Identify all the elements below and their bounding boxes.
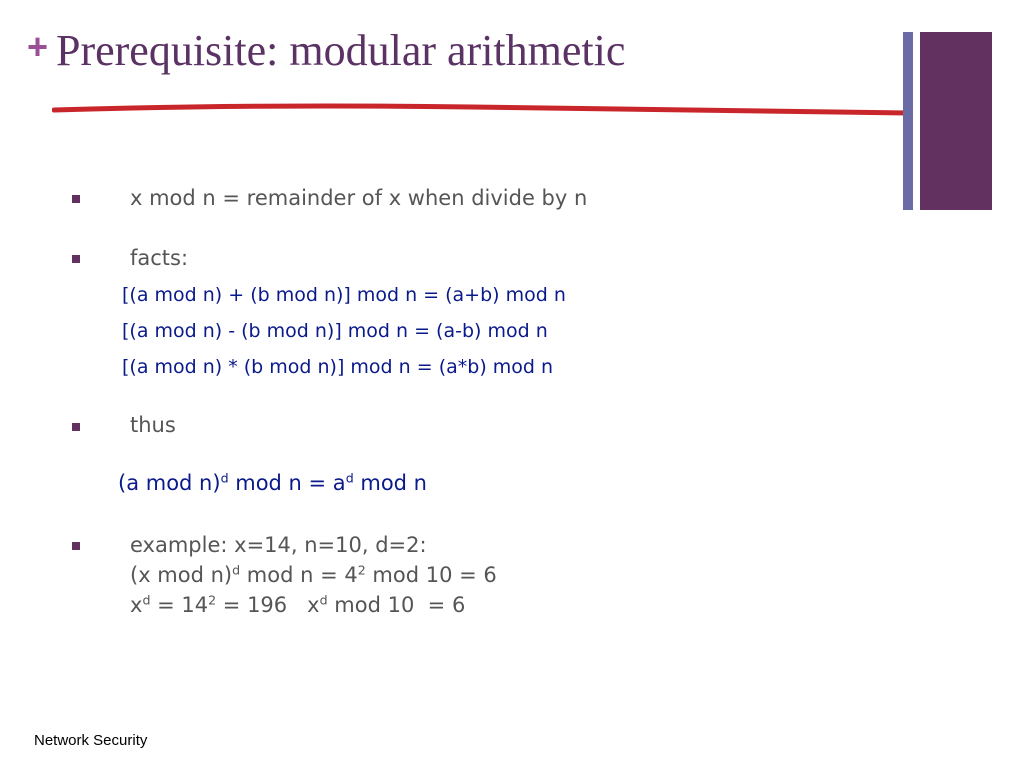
example-line (130, 561, 497, 590)
example-superscript: d (319, 592, 328, 608)
bullet-marker (72, 542, 80, 550)
footer-text: Network Security (34, 732, 148, 749)
example-line (130, 591, 465, 620)
bullet-marker (72, 255, 80, 263)
slide-title: Prerequisite: modular arithmetic (56, 26, 626, 75)
accent-bar-thin (903, 32, 913, 210)
formula-part: mod n (353, 471, 427, 495)
example-part: mod 10 = 6 (327, 593, 466, 617)
formula-superscript: d (220, 470, 229, 486)
title-underline (52, 100, 910, 120)
example-part: x (130, 593, 143, 617)
formula-part: mod n = a (228, 471, 346, 495)
thus-formula (118, 471, 427, 495)
bullet-text: facts: (130, 246, 189, 270)
example-part: (x mod n) (130, 563, 233, 587)
bullet-marker (72, 195, 80, 203)
example-line: example: x=14, n=10, d=2: (130, 533, 427, 557)
plus-sign: + (27, 26, 49, 67)
fact-line: [(a mod n) + (b mod n)] mod n = (a+b) mod n (122, 284, 566, 306)
example-part: mod 10 = 6 (365, 563, 497, 587)
bullet-marker (72, 423, 80, 431)
example-part: mod n = 4 (240, 563, 358, 587)
fact-line: [(a mod n) - (b mod n)] mod n = (a-b) mod n (122, 320, 548, 342)
formula-superscript: d (345, 470, 354, 486)
example-part: = 14 (150, 593, 209, 617)
example-superscript: d (142, 592, 151, 608)
formula-part: (a mod n) (118, 471, 221, 495)
example-superscript: d (232, 562, 241, 578)
fact-line: [(a mod n) * (b mod n)] mod n = (a*b) mod n (122, 356, 554, 378)
example-superscript: 2 (357, 562, 366, 578)
bullet-text: thus (130, 413, 176, 437)
accent-bar-wide (920, 32, 992, 210)
bullet-text: x mod n = remainder of x when divide by n (130, 186, 588, 210)
example-superscript: 2 (208, 592, 217, 608)
example-part: = 196 x (216, 593, 320, 617)
